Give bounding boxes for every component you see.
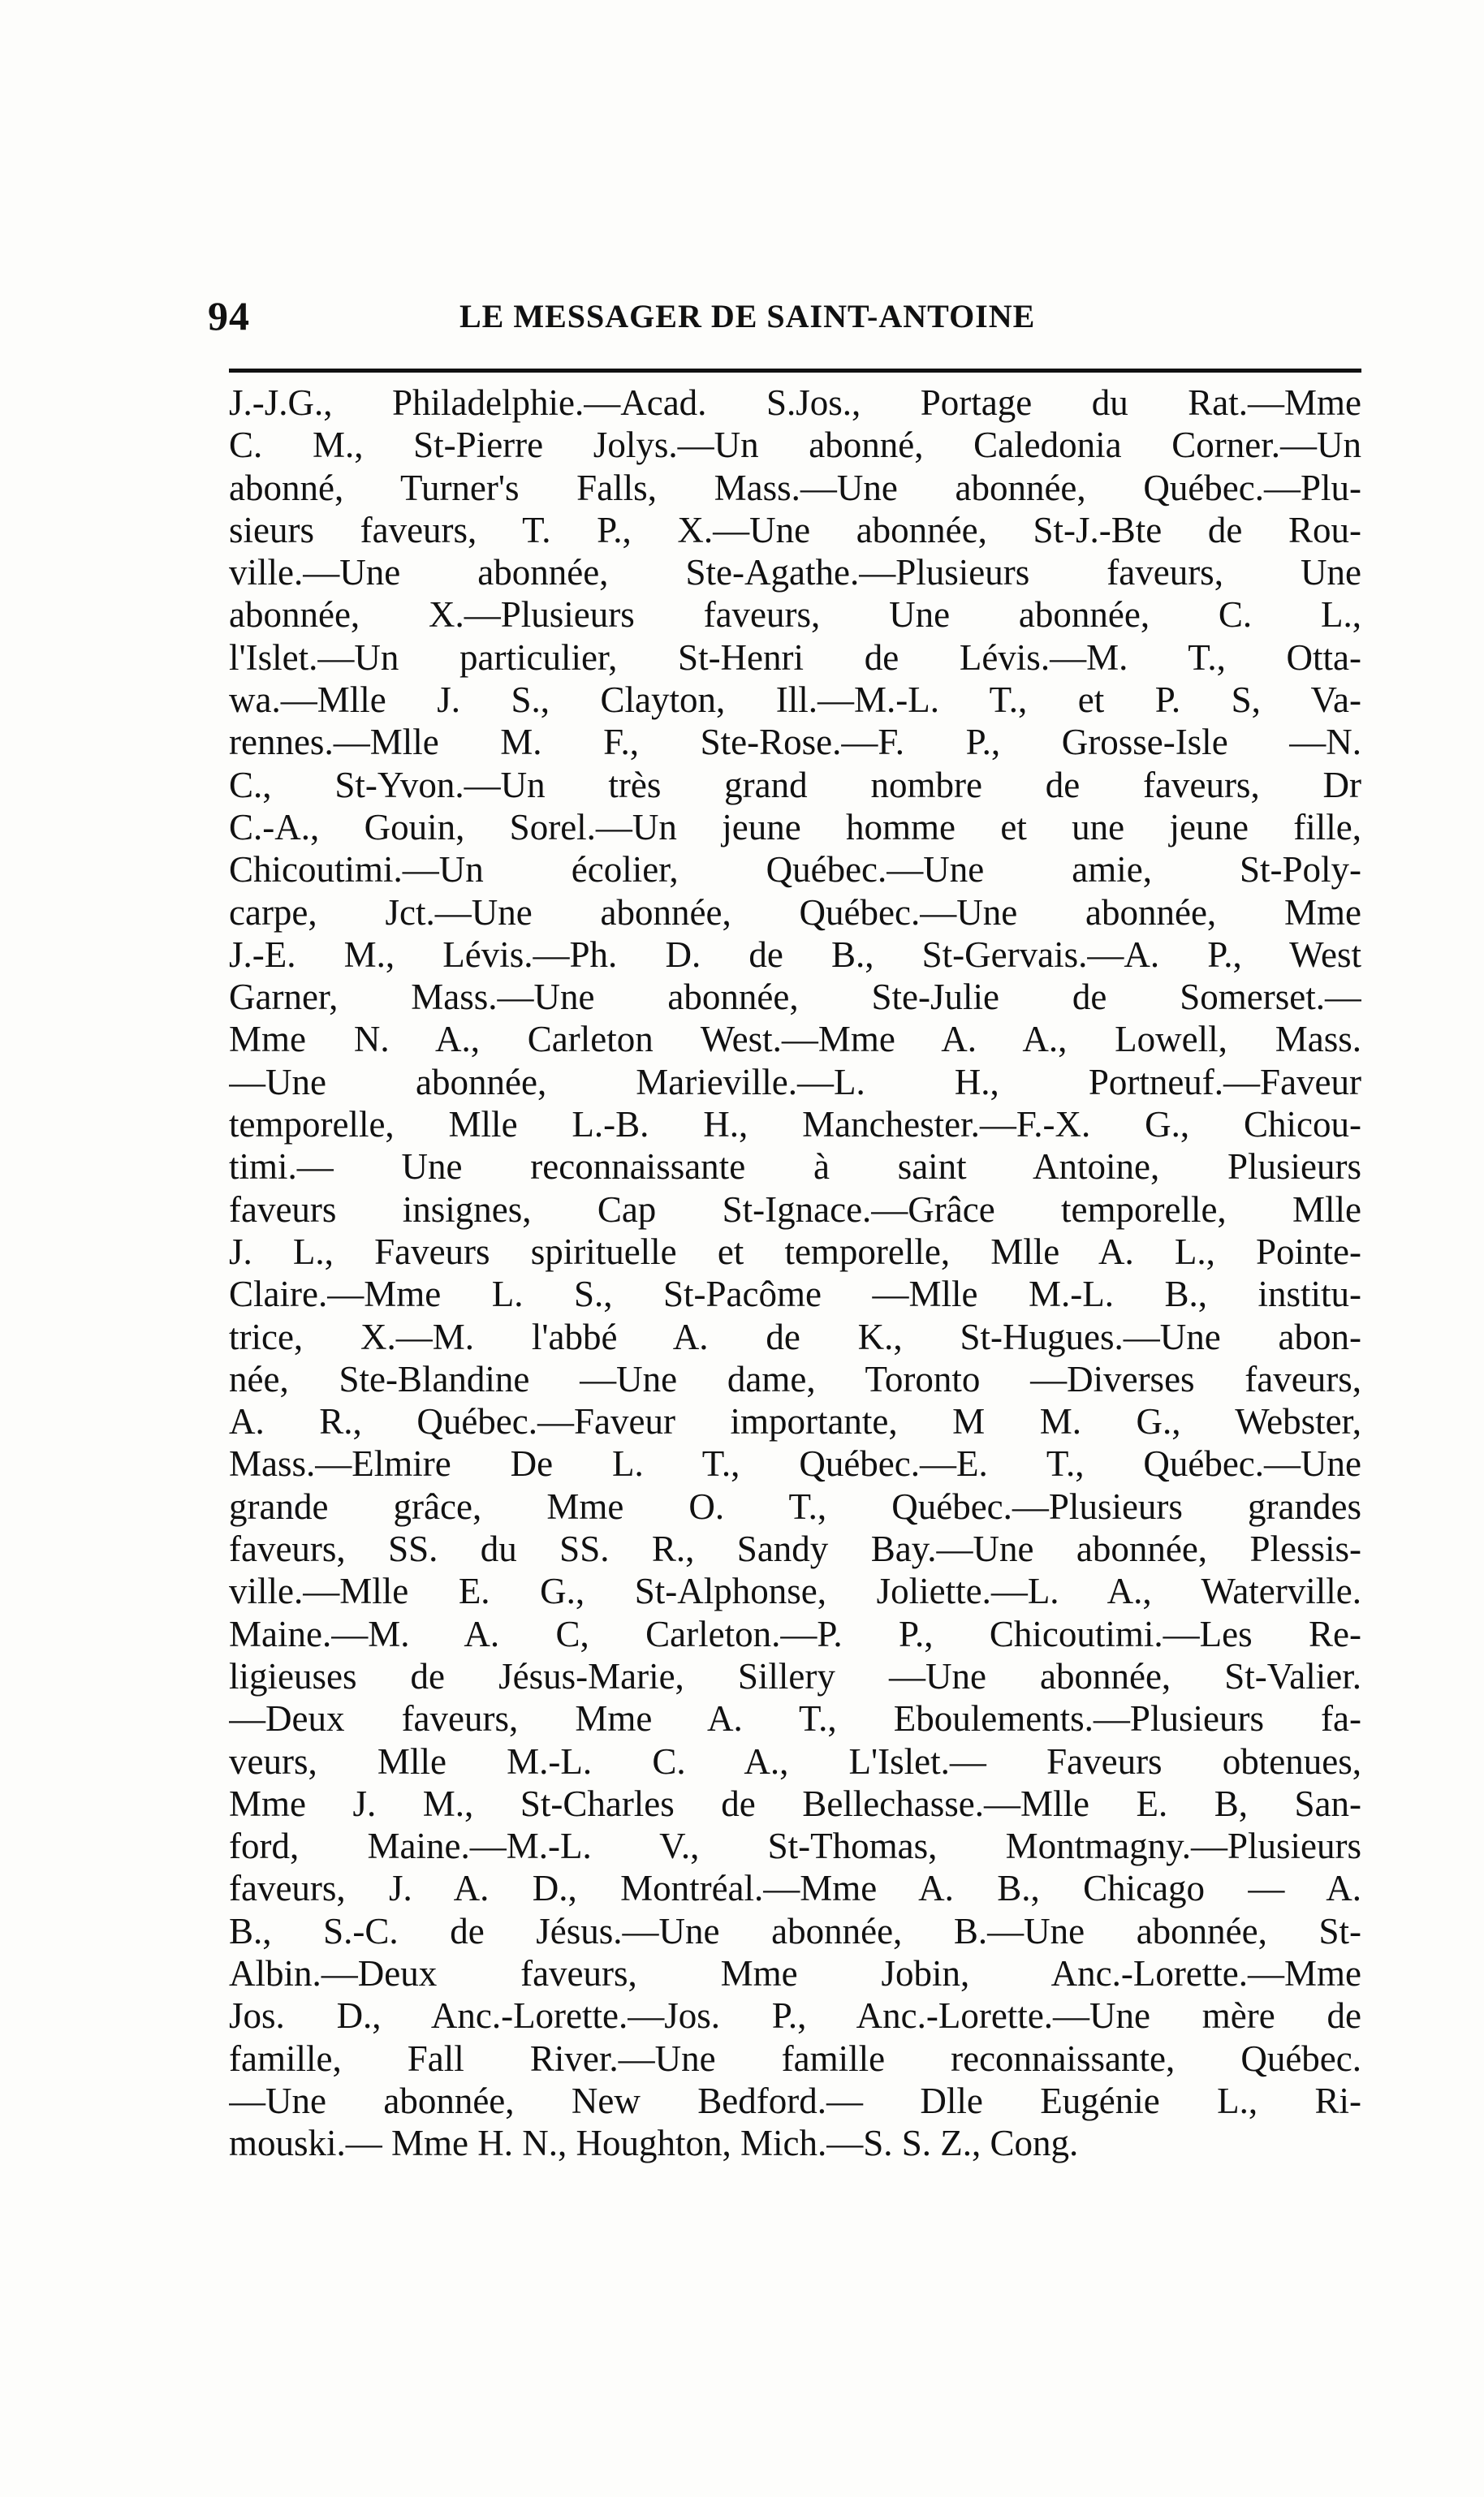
text-line: A. R., Québec.—Faveur importante, M M. G., Webster, bbox=[229, 1401, 1361, 1443]
text-line: Albin.—Deux faveurs, Mme Jobin, Anc.-Lorette.—Mme bbox=[229, 1952, 1361, 1994]
text-line: temporelle, Mlle L.-B. H., Manchester.—F.-X. G., Chicou- bbox=[229, 1104, 1361, 1145]
text-line: B., S.-C. de Jésus.—Une abonnée, B.—Une abonnée, St- bbox=[229, 1910, 1361, 1951]
text-line: carpe, Jct.—Une abonnée, Québec.—Une abonnée, Mme bbox=[229, 891, 1361, 933]
text-line: wa.—Mlle J. S., Clayton, Ill.—M.-L. T., et P. S, Va- bbox=[229, 679, 1361, 721]
text-line: C. M., St-Pierre Jolys.—Un abonné, Caledonia Corner.—Un bbox=[229, 425, 1361, 466]
text-line: mouski.— Mme H. N., Houghton, Mich.—S. S. Z., Cong. bbox=[229, 2123, 1079, 2164]
text-line: faveurs, J. A. D., Montréal.—Mme A. B., Chicago — A. bbox=[229, 1868, 1361, 1909]
text-line: Mme J. M., St-Charles de Bellechasse.—Mlle E. B, San- bbox=[229, 1783, 1361, 1824]
text-line: sieurs faveurs, T. P., X.—Une abonnée, St-J.-Bte de Rou- bbox=[229, 509, 1361, 550]
text-line: Garner, Mass.—Une abonnée, Ste-Julie de Somerset.— bbox=[229, 977, 1361, 1018]
text-line: rennes.—Mlle M. F., Ste-Rose.—F. P., Grosse-Isle —N. bbox=[229, 722, 1361, 763]
text-line: ligieuses de Jésus-Marie, Sillery —Une abonnée, St-Valier. bbox=[229, 1655, 1361, 1697]
text-line: abonnée, X.—Plusieurs faveurs, Une abonnée, C. L., bbox=[229, 594, 1361, 636]
text-line: —Une abonnée, Marieville.—L. H., Portneuf.—Faveur bbox=[229, 1061, 1361, 1102]
text-line: née, Ste-Blandine —Une dame, Toronto —Diverses faveurs, bbox=[229, 1358, 1361, 1399]
text-line: ford, Maine.—M.-L. V., St-Thomas, Montmagny.—Plusieurs bbox=[229, 1826, 1361, 1867]
text-line: J.-J.G., Philadelphie.—Acad. S.Jos., Portage du Rat.—Mme bbox=[229, 382, 1361, 423]
text-line: J.-E. M., Lévis.—Ph. D. de B., St-Gervais.—A. P., West bbox=[229, 934, 1361, 975]
text-line: C., St-Yvon.—Un très grand nombre de faveurs, Dr bbox=[229, 764, 1361, 805]
text-line: trice, X.—M. l'abbé A. de K., St-Hugues.—Une abon- bbox=[229, 1316, 1361, 1357]
text-line: ville.—Une abonnée, Ste-Agathe.—Plusieurs faveurs, Une bbox=[229, 552, 1361, 593]
text-line: C.-A., Gouin, Sorel.—Un jeune homme et une jeune fille, bbox=[229, 806, 1361, 847]
text-line: grande grâce, Mme O. T., Québec.—Plusieurs grandes bbox=[229, 1486, 1361, 1527]
text-line: J. L., Faveurs spirituelle et temporelle, Mlle A. L., Pointe- bbox=[229, 1231, 1361, 1272]
text-line: Chicoutimi.—Un écolier, Québec.—Une amie, St-Poly- bbox=[229, 849, 1361, 891]
text-line: abonné, Turner's Falls, Mass.—Une abonnée, Québec.—Plu- bbox=[229, 467, 1361, 508]
text-line: faveurs insignes, Cap St-Ignace.—Grâce temporelle, Mlle bbox=[229, 1188, 1361, 1230]
text-line: Maine.—M. A. C, Carleton.—P. P., Chicoutimi.—Les Re- bbox=[229, 1613, 1361, 1654]
text-line: veurs, Mlle M.-L. C. A., L'Islet.— Faveurs obtenues, bbox=[229, 1740, 1361, 1782]
thanksgiving-list bbox=[229, 382, 1361, 2164]
running-header bbox=[208, 292, 1361, 349]
text-line: Mme N. A., Carleton West.—Mme A. A., Lowell, Mass. bbox=[229, 1019, 1361, 1060]
text-line: Claire.—Mme L. S., St-Pacôme —Mlle M.-L. B., institu- bbox=[229, 1274, 1361, 1315]
text-line: ville.—Mlle E. G., St-Alphonse, Joliette.—L. A., Waterville. bbox=[229, 1571, 1361, 1612]
text-line: —Deux faveurs, Mme A. T., Eboulements.—Plusieurs fa- bbox=[229, 1698, 1361, 1740]
page-number: 94 bbox=[208, 293, 250, 339]
running-title: LE MESSAGER DE SAINT-ANTOINE bbox=[459, 298, 1036, 334]
text-line: faveurs, SS. du SS. R., Sandy Bay.—Une abonnée, Plessis- bbox=[229, 1529, 1361, 1570]
text-line: —Une abonnée, New Bedford.— Dlle Eugénie L., Ri- bbox=[229, 2080, 1361, 2121]
text-line: l'Islet.—Un particulier, St-Henri de Lévis.—M. T., Otta- bbox=[229, 636, 1361, 678]
text-line: Jos. D., Anc.-Lorette.—Jos. P., Anc.-Lorette.—Une mère de bbox=[229, 1995, 1361, 2037]
text-line: Mass.—Elmire De L. T., Québec.—E. T., Québec.—Une bbox=[229, 1443, 1361, 1485]
text-line: famille, Fall River.—Une famille reconnaissante, Québec. bbox=[229, 2038, 1361, 2079]
header-rule bbox=[229, 369, 1361, 373]
text-line: timi.— Une reconnaissante à saint Antoine, Plusieurs bbox=[229, 1146, 1361, 1188]
